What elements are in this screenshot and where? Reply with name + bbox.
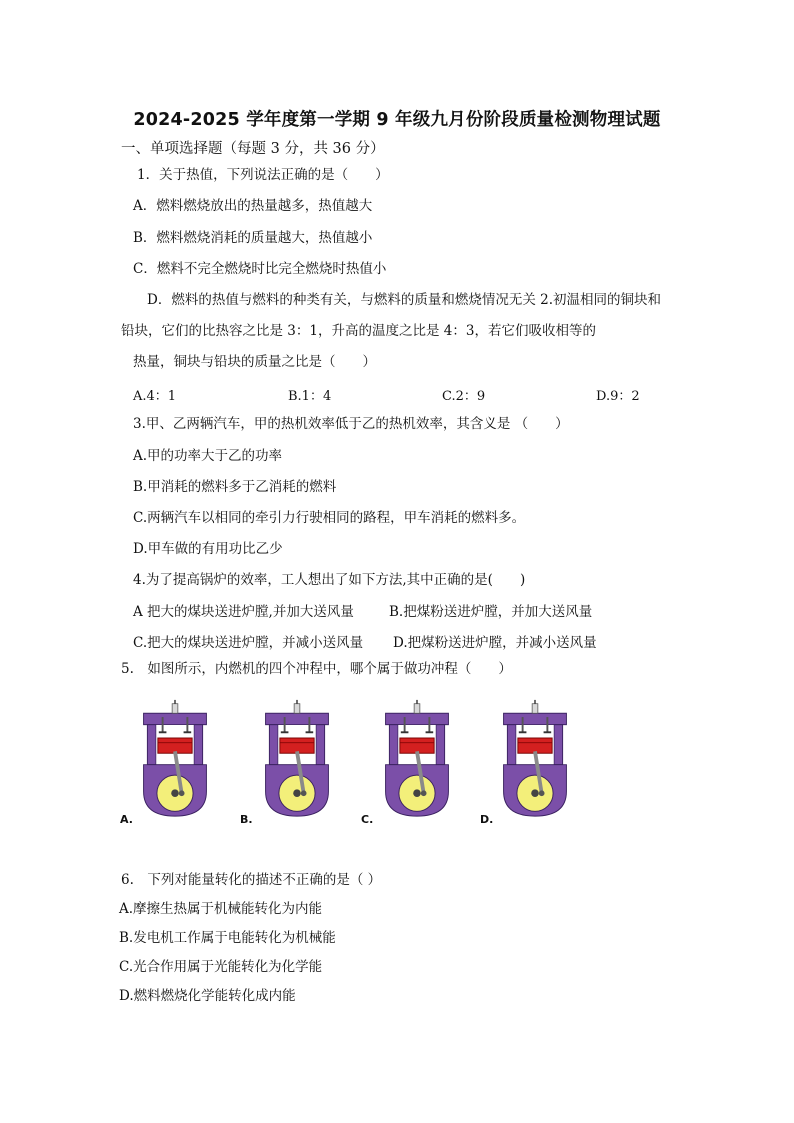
question-4-option-d: D.把煤粉送进炉膛，并减小送风量	[393, 635, 597, 651]
engine-diagram-c	[372, 698, 462, 818]
question-2-option-b: B.1：4	[288, 389, 332, 404]
section-heading: 一、单项选择题（每题 3 分，共 36 分）	[121, 141, 385, 157]
diagram-label-c: C.	[361, 813, 374, 826]
question-2-option-a: A.4：1	[133, 389, 177, 404]
question-2-text-line2: 热量，铜块与铅块的质量之比是（ ）	[133, 354, 376, 370]
question-1-option-c: C．燃料不完全燃烧时比完全燃烧时热值小	[133, 261, 387, 277]
engine-diagram-b	[252, 698, 342, 818]
engine-diagram-a	[130, 698, 220, 818]
question-4-stem: 4.为了提高锅炉的效率，工人想出了如下方法,其中正确的是( )	[133, 572, 526, 588]
diagram-label-a: A.	[120, 813, 133, 826]
question-1-option-a: A．燃料燃烧放出的热量越多，热值越大	[133, 198, 373, 214]
question-1-option-d: D．燃料的热值与燃料的种类有关，与燃料的质量和燃烧情况无关 2.初温相同的铜块和	[147, 292, 661, 308]
question-3-option-c: C.两辆汽车以相同的牵引力行驶相同的路程，甲车消耗的燃料多。	[133, 510, 526, 526]
question-1-stem: 1．关于热值，下列说法正确的是（ ）	[137, 167, 389, 183]
diagram-label-d: D.	[480, 813, 494, 826]
question-5-stem: 5. 如图所示，内燃机的四个冲程中，哪个属于做功冲程（ ）	[121, 661, 512, 677]
question-3-option-b: B.甲消耗的燃料多于乙消耗的燃料	[133, 479, 337, 495]
question-2-option-c: C.2：9	[442, 389, 486, 404]
question-3-option-a: A.甲的功率大于乙的功率	[133, 448, 283, 464]
question-6-stem: 6. 下列对能量转化的描述不正确的是（ ）	[121, 872, 382, 888]
page-title: 2024-2025 学年度第一学期 9 年级九月份阶段质量检测物理试题	[133, 110, 661, 130]
diagram-label-b: B.	[240, 813, 253, 826]
question-1-option-b: B．燃料燃烧消耗的质量越大，热值越小	[133, 230, 373, 246]
question-4-option-a: A 把大的煤块送进炉膛,并加大送风量	[133, 604, 354, 620]
question-4-option-b: B.把煤粉送进炉膛，并加大送风量	[389, 604, 593, 620]
question-6-option-a: A.摩擦生热属于机械能转化为内能	[119, 901, 323, 917]
question-3-option-d: D.甲车做的有用功比乙少	[133, 541, 283, 557]
question-6-option-b: B.发电机工作属于电能转化为机械能	[119, 930, 336, 946]
question-6-option-c: C.光合作用属于光能转化为化学能	[119, 959, 323, 975]
question-4-option-c: C.把大的煤块送进炉膛，并减小送风量	[133, 635, 364, 651]
engine-diagram-d	[490, 698, 580, 818]
question-2-text-line1: 铅块，它们的比热容之比是 3：1，升高的温度之比是 4：3，若它们吸收相等的	[121, 323, 596, 339]
question-3-stem: 3.甲、乙两辆汽车，甲的热机效率低于乙的热机效率，其含义是 （ ）	[133, 416, 569, 432]
question-6-option-d: D.燃料燃烧化学能转化成内能	[119, 988, 296, 1004]
question-2-option-d: D.9：2	[596, 389, 640, 404]
